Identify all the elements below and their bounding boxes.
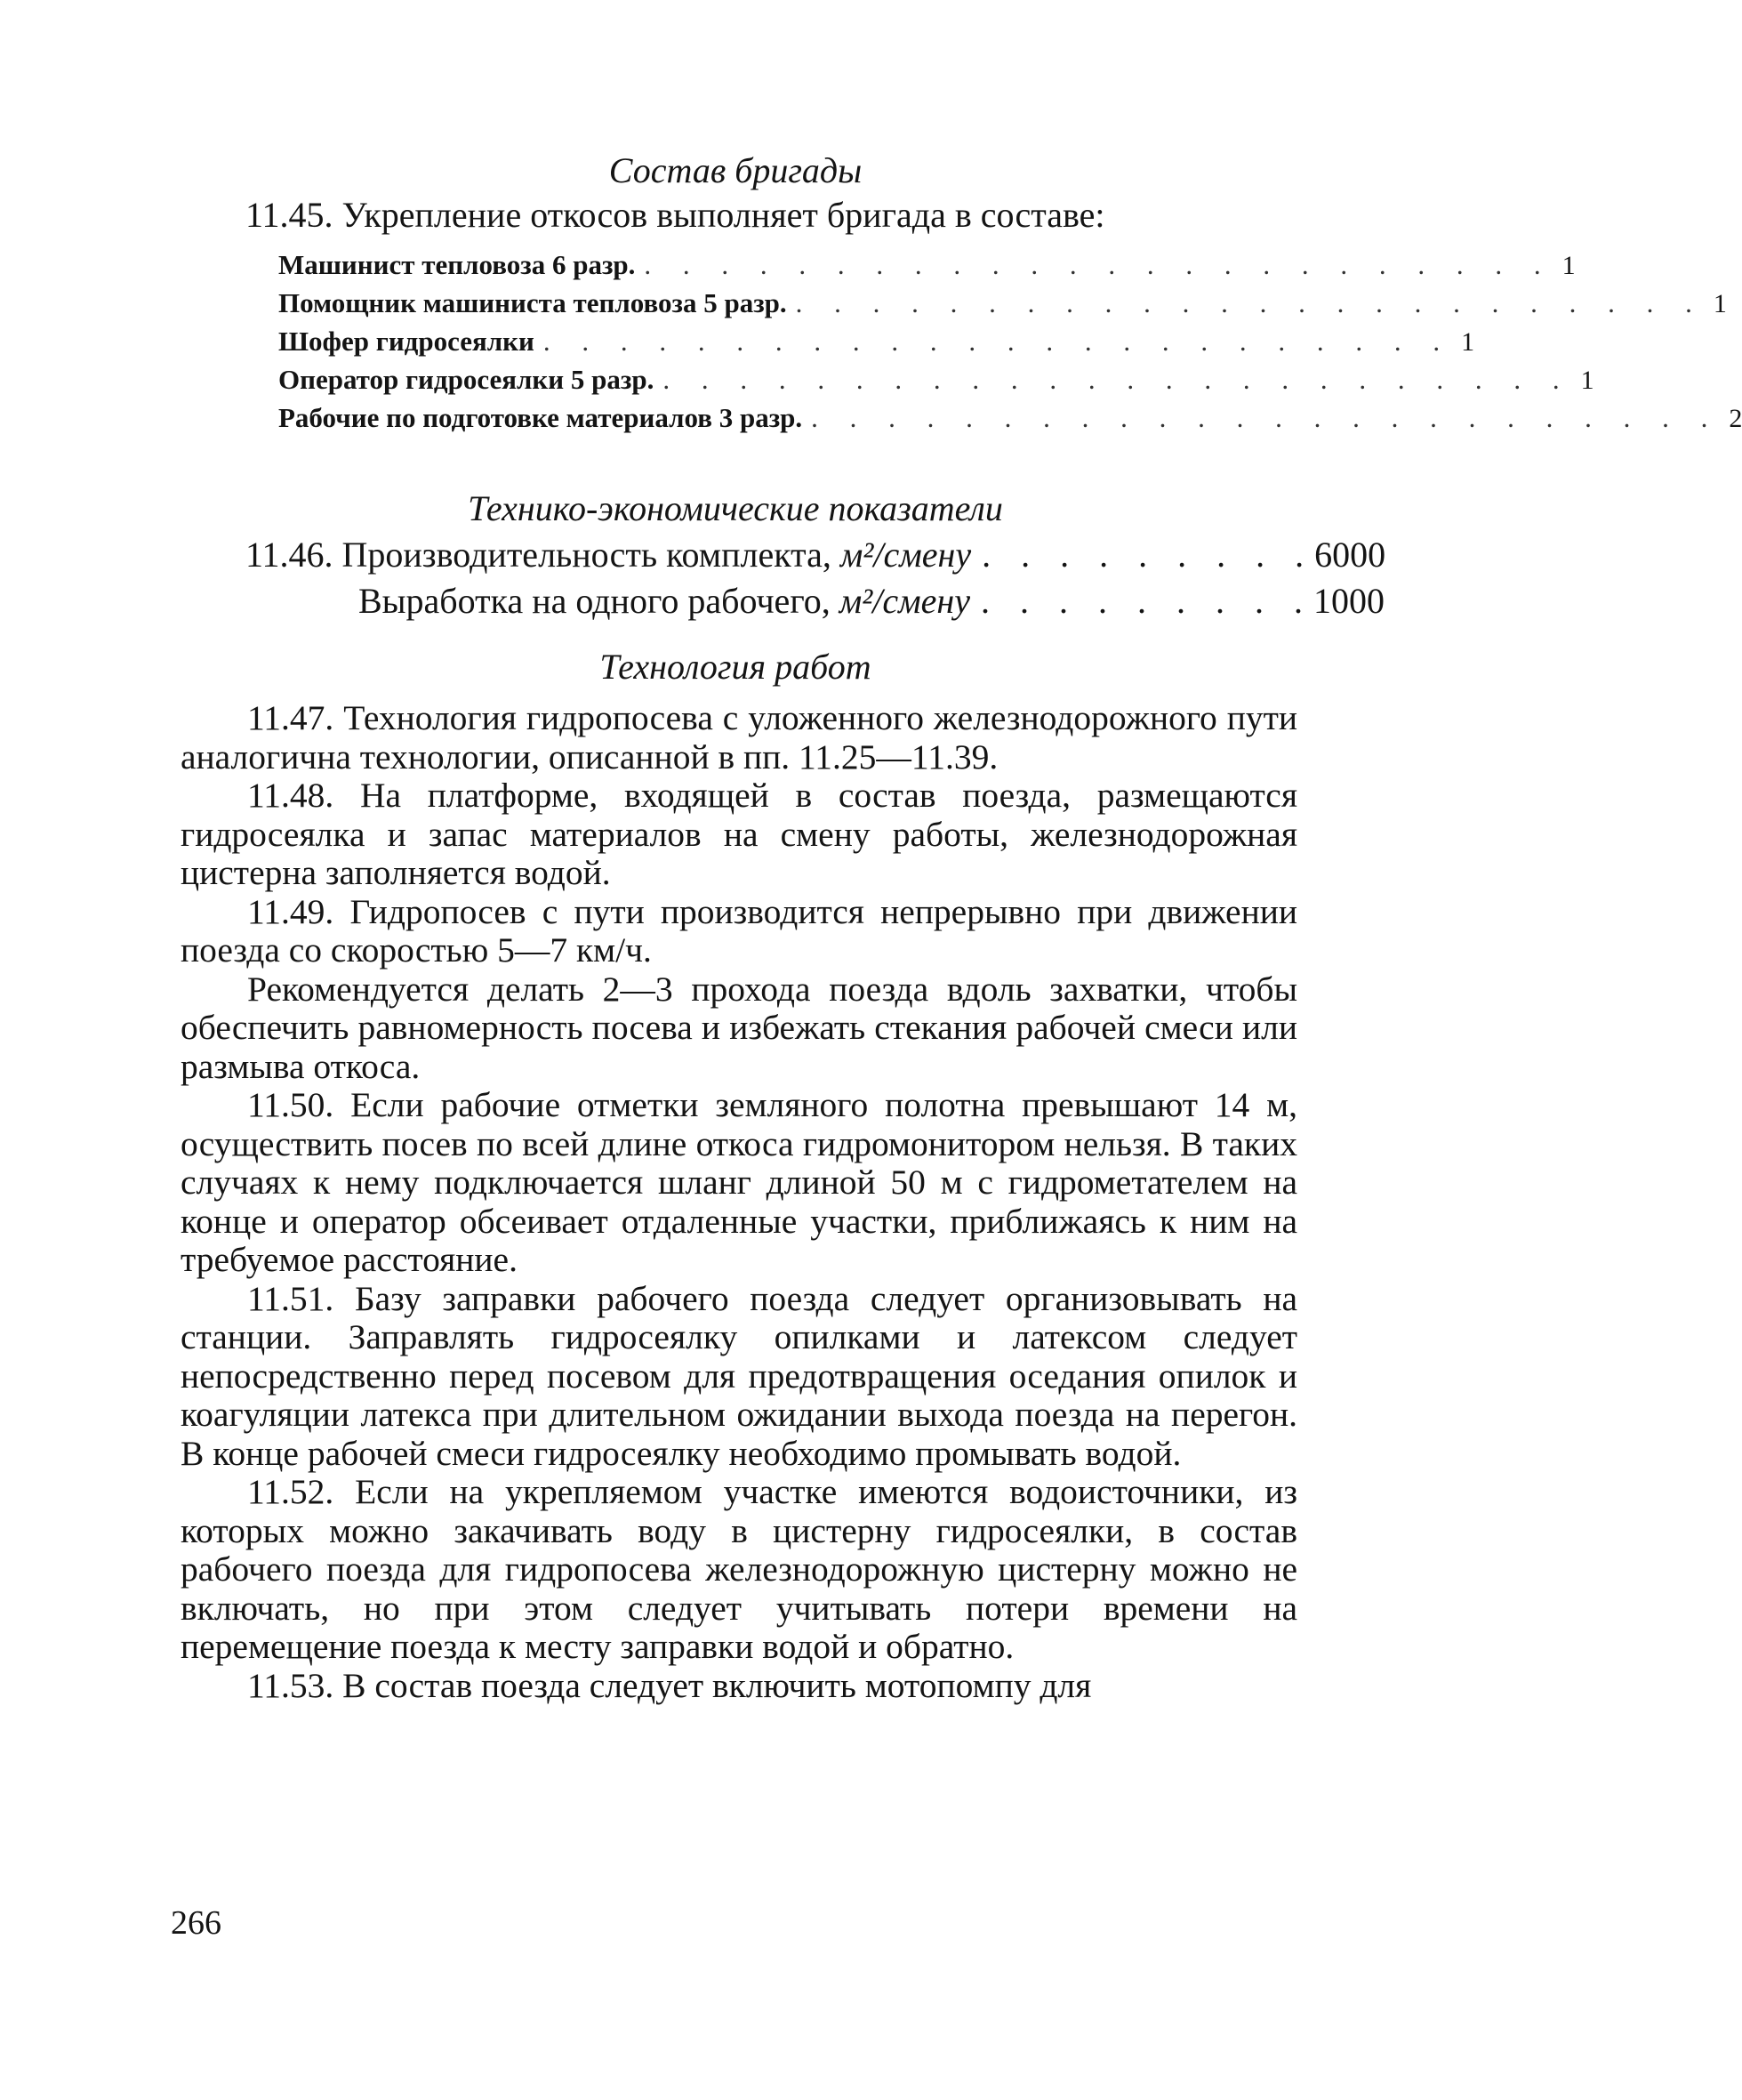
crew-role: Машинист тепловоза 6 разр.: [278, 249, 636, 280]
paragraph-11-49: 11.49. Гидропосев с пути производится непрерывно при движении поезда со скоростью 5—7 км/ч.: [181, 891, 1297, 970]
paragraph-11-52: 11.52. Если на укрепляемом участке имеются водоисточники, из которых можно закачивать воду в цистерну гидросеялки, в состав рабочего поезда для гидропосева железнодорожную цистерну можно не включать, но при этом следует учитывать потери времени на перемещение поезда к месту заправки водой и обратно.: [181, 1472, 1297, 1666]
kpi-label: 11.46. Производительность комплекта,: [245, 535, 831, 575]
crew-intro: 11.45. Укрепление откосов выполняет бригада в составе:: [245, 195, 1105, 235]
crew-row: [278, 360, 1594, 398]
paragraph-11-47: 11.47. Технология гидропосева с уложенного железнодорожного пути аналогична технологии, описанной в пп. 11.25—11.39.: [181, 698, 1297, 776]
page-number: 266: [171, 1904, 221, 1942]
kpi-unit: м²/смену: [839, 581, 970, 621]
kpi-value: 6000: [1314, 535, 1386, 575]
crew-row: [278, 322, 1475, 360]
crew-count: 2: [1729, 404, 1742, 433]
crew-row: [278, 284, 1727, 322]
crew-count: 1: [1461, 327, 1475, 357]
crew-count: 1: [1561, 251, 1576, 280]
kpi-heading: Технико-экономические показатели: [468, 488, 1003, 528]
kpi-value: 1000: [1313, 581, 1385, 621]
crew-count: 1: [1580, 366, 1594, 395]
crew-role: Помощник машиниста тепловоза 5 разр.: [278, 287, 787, 318]
crew-count: 1: [1713, 289, 1727, 318]
crew-heading: Состав бригады: [608, 150, 863, 190]
crew-row: [278, 245, 1576, 284]
leader-dots: . . . . . . . . . . . . . . . . . . . . . . . .: [811, 402, 1721, 433]
kpi-row: [245, 534, 1386, 576]
leader-dots: . . . . . . . . . . . . . . . . . . . . . . . .: [644, 249, 1553, 280]
crew-role: Рабочие по подготовке материалов 3 разр.: [278, 402, 803, 433]
leader-dots: . . . . . . . . .: [982, 535, 1315, 575]
paragraph-11-53: 11.53. В состав поезда следует включить мотопомпу для: [247, 1665, 1092, 1705]
leader-dots: . . . . . . . . . . . . . . . . . . . . . . . .: [795, 287, 1705, 318]
crew-role: Шофер гидросеялки: [278, 326, 534, 357]
paragraph-recommendation: Рекомендуется делать 2—3 прохода поезда вдоль захватки, чтобы обеспечить равномерность посева и избежать стекания рабочей смеси или размыва откоса.: [181, 969, 1297, 1086]
leader-dots: . . . . . . . . .: [981, 581, 1313, 621]
crew-role: Оператор гидросеялки 5 разр.: [278, 364, 654, 395]
tech-heading: Технология работ: [599, 647, 871, 687]
leader-dots: . . . . . . . . . . . . . . . . . . . . . . . .: [542, 326, 1453, 357]
kpi-row: [358, 580, 1385, 623]
kpi-unit: м²/смену: [839, 535, 972, 575]
kpi-label: Выработка на одного рабочего,: [358, 581, 831, 621]
crew-row: [278, 398, 1742, 437]
tech-body: [181, 699, 1297, 1705]
paragraph-11-48: 11.48. На платформе, входящей в состав поезда, размещаются гидросеялка и запас материалов на смену работы, железнодорожная цистерна заполняется водой.: [181, 776, 1297, 892]
paragraph-11-50: 11.50. Если рабочие отметки земляного полотна превышают 14 м, осуществить посев по всей длине откоса гидромонитором нельзя. В таких случаях к нему подключается шланг длиной 50 м с гидрометателем на конце и оператор обсеивает отдаленные участки, приближаясь к ним на требуемое расстояние.: [181, 1085, 1297, 1279]
leader-dots: . . . . . . . . . . . . . . . . . . . . . . . .: [662, 364, 1572, 395]
crew-list: [278, 245, 1742, 437]
paragraph-11-51: 11.51. Базу заправки рабочего поезда следует организовывать на станции. Заправлять гидросеялку опилками и латексом следует непосредственно перед посевом для предотвращения оседания опилок и коагуляции латекса при длительном ожидании выхода поезда на перегон. В конце рабочей смеси гидросеялку необходимо промывать водой.: [181, 1278, 1297, 1473]
